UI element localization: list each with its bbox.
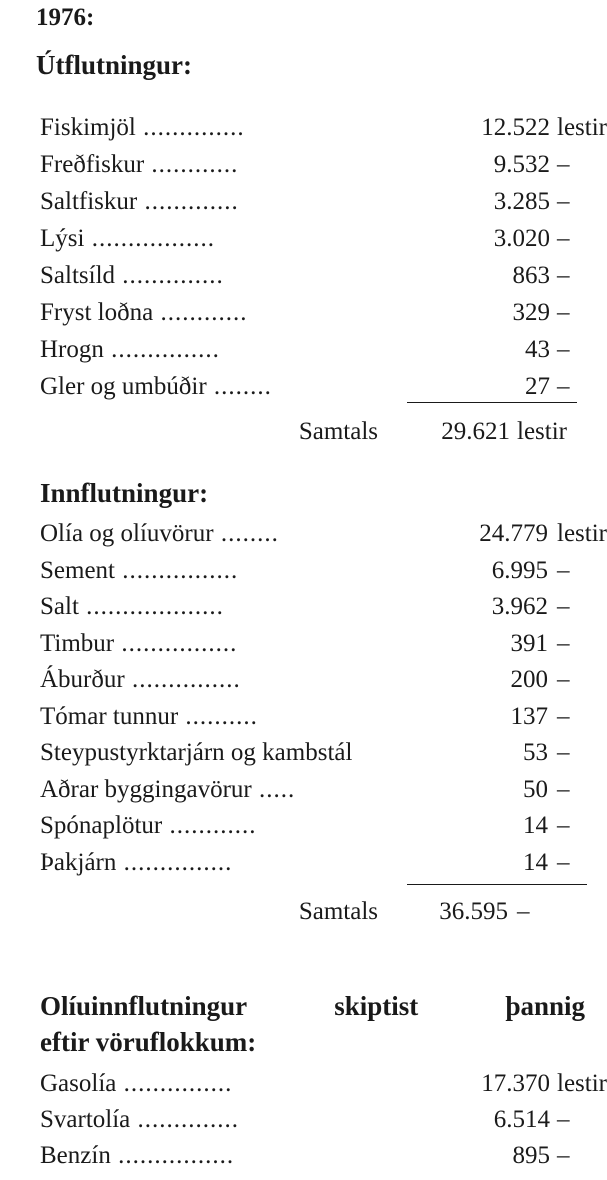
import-row-value: 137 [510, 702, 548, 730]
export-row-value: 9.532 [493, 151, 550, 178]
oil-row-value: 17.370 [481, 1070, 550, 1097]
export-heading: Útflutningur: [36, 50, 193, 80]
import-row [40, 664, 600, 696]
oil-row-label-wrap [40, 1140, 234, 1172]
export-row-label: Freðfiskur [40, 151, 145, 178]
oil-row-leader: ................ [110, 1142, 235, 1169]
export-row-leader: ................. [84, 225, 215, 252]
import-row-value: 391 [510, 629, 548, 657]
export-row-label-wrap [40, 371, 272, 403]
export-row [40, 371, 600, 403]
export-row-label: Gler og umbúðir [40, 373, 207, 400]
import-row-value: 24.779 [479, 520, 548, 547]
export-row-label: Lýsi [40, 225, 85, 252]
oil-heading-word3: þannig [505, 991, 585, 1021]
export-row [40, 149, 600, 181]
export-row-leader: ............ [144, 151, 239, 178]
import-row-label-wrap [40, 628, 237, 660]
import-row-value: 50 [523, 775, 548, 803]
export-row-value: 3.020 [493, 225, 550, 252]
export-row-value: 43 [525, 336, 550, 363]
import-row-label: Spónaplötur [40, 812, 163, 839]
export-row [40, 223, 600, 255]
export-total-label-wrap [0, 416, 378, 448]
import-total-value: 36.595 [439, 898, 508, 925]
import-row [40, 591, 600, 623]
oil-row-label: Benzín [40, 1142, 111, 1169]
export-sum-rule [407, 402, 577, 403]
export-row-leader: .............. [115, 262, 224, 289]
export-row [40, 334, 600, 366]
export-row-unit: lestir [557, 114, 607, 141]
import-row [40, 701, 600, 733]
export-row-label-wrap [40, 149, 238, 181]
export-row-value: 12.522 [481, 114, 550, 141]
import-row [40, 555, 600, 587]
oil-row-label-wrap [40, 1104, 239, 1136]
import-row-label: Sement [40, 556, 115, 584]
import-row-unit: – [557, 812, 570, 839]
oil-row-leader: ............... [116, 1070, 233, 1097]
year-heading: 1976: [36, 4, 95, 31]
export-row-value: 27 [525, 373, 550, 400]
import-row-label: Timbur [40, 629, 115, 657]
import-row-label-wrap [40, 664, 241, 696]
import-row-value: 6.995 [491, 556, 548, 584]
import-row [40, 810, 600, 842]
import-row-label: Olía og olíuvörur [40, 520, 214, 547]
import-row-leader: ................ [115, 556, 239, 584]
export-row-unit: – [557, 188, 570, 215]
oil-heading-line1 [40, 988, 585, 1024]
oil-row-unit: lestir [557, 1070, 607, 1097]
import-row-unit: – [557, 848, 570, 876]
import-row-unit: – [557, 666, 570, 693]
import-row-leader: ............... [116, 848, 233, 876]
import-row-unit: lestir [557, 520, 607, 547]
import-row-unit: – [557, 629, 570, 657]
export-row-label-wrap [40, 112, 245, 144]
export-row-leader: ............... [103, 336, 220, 363]
export-row-label-wrap [40, 223, 215, 255]
export-row [40, 260, 600, 292]
import-heading: Innflutningur: [40, 478, 209, 508]
oil-row-label: Gasolía [40, 1070, 117, 1097]
import-row-leader: .......... [178, 702, 258, 730]
export-row-label-wrap [40, 297, 247, 329]
import-total-label-wrap [0, 896, 378, 928]
export-row-leader: ............ [153, 299, 248, 326]
import-row-leader: ............... [124, 666, 241, 693]
export-row-value: 3.285 [493, 188, 550, 215]
import-row-label: Steypustyrktarjárn og kambstál [40, 739, 353, 766]
export-row-unit: – [557, 299, 570, 326]
import-row-value: 14 [523, 848, 548, 876]
import-row-label-wrap [40, 701, 258, 733]
export-total-label: Samtals [298, 418, 378, 445]
oil-heading-word1: Olíuinnflutningur [40, 991, 248, 1021]
import-row-unit: – [557, 775, 570, 803]
oil-row [40, 1104, 600, 1136]
oil-row [40, 1140, 600, 1172]
import-row [40, 774, 600, 806]
oil-row-unit: – [557, 1106, 570, 1133]
import-row [40, 847, 600, 879]
import-row-label: Þakjárn [40, 848, 117, 876]
oil-row-value: 6.514 [493, 1106, 550, 1133]
import-row-label-wrap [40, 810, 256, 842]
oil-row-label-wrap [40, 1068, 232, 1100]
export-row [40, 186, 600, 218]
export-row-value: 329 [512, 299, 550, 326]
export-row-label-wrap [40, 260, 224, 292]
export-row-leader: .............. [135, 114, 245, 141]
export-row [40, 297, 600, 329]
import-row-label-wrap [40, 518, 279, 550]
oil-row [40, 1068, 607, 1100]
export-row-label: Fiskimjöl [40, 114, 136, 141]
import-total-unit: – [517, 898, 530, 925]
import-sum-rule [407, 884, 587, 885]
import-row-label: Tómar tunnur [40, 702, 179, 730]
import-row [40, 518, 607, 550]
oil-heading-line2: eftir vöruflokkum: [40, 1027, 257, 1057]
import-row-value: 3.962 [491, 593, 548, 620]
import-row-unit: – [557, 556, 570, 584]
import-row-leader: ................... [78, 593, 224, 620]
import-row-value: 200 [510, 666, 548, 693]
export-row [40, 112, 607, 144]
import-row-leader: ............ [162, 812, 257, 839]
export-row-label: Saltfiskur [40, 188, 138, 215]
export-row-leader: ........ [206, 373, 272, 400]
export-row-unit: – [557, 262, 570, 289]
import-row-label-wrap [40, 555, 238, 587]
import-row-unit: – [557, 702, 570, 730]
import-row-leader: ................ [114, 629, 238, 657]
oil-row-value: 895 [512, 1142, 550, 1169]
import-row-value: 53 [523, 739, 548, 766]
oil-row-unit: – [557, 1142, 570, 1169]
import-row-label: Salt [40, 593, 79, 620]
export-total-unit: lestir [517, 418, 567, 445]
export-row-unit: – [557, 225, 570, 252]
import-row-leader: ..... [251, 775, 296, 803]
import-row-label: Áburður [40, 666, 125, 693]
export-row-label-wrap [40, 334, 220, 366]
oil-heading [40, 988, 585, 1060]
export-row-label-wrap [40, 186, 239, 218]
oil-row-leader: .............. [130, 1106, 240, 1133]
import-row-label-wrap [40, 847, 232, 879]
export-row-label: Hrogn [40, 336, 104, 363]
export-row-unit: – [557, 151, 570, 178]
import-row-unit: – [557, 739, 570, 766]
import-row-label-wrap [40, 737, 352, 769]
export-row-value: 863 [512, 262, 550, 289]
import-total-label: Samtals [298, 898, 378, 925]
oil-heading-word2: skiptist [334, 991, 419, 1021]
import-row-label-wrap [40, 774, 295, 806]
import-row-label: Aðrar byggingavörur [40, 775, 252, 803]
export-total-value: 29.621 [441, 418, 510, 445]
export-row-unit: – [557, 336, 570, 363]
export-row-label: Saltsíld [40, 262, 116, 289]
import-row [40, 628, 600, 660]
import-row-unit: – [557, 593, 570, 620]
export-row-leader: ............. [137, 188, 239, 215]
export-row-unit: – [557, 373, 570, 400]
export-row-label: Fryst loðna [40, 299, 154, 326]
import-row-value: 14 [523, 812, 548, 839]
import-row [40, 737, 600, 769]
import-row-label-wrap [40, 591, 224, 623]
import-row-leader: ........ [213, 520, 279, 547]
oil-row-label: Svartolía [40, 1106, 131, 1133]
